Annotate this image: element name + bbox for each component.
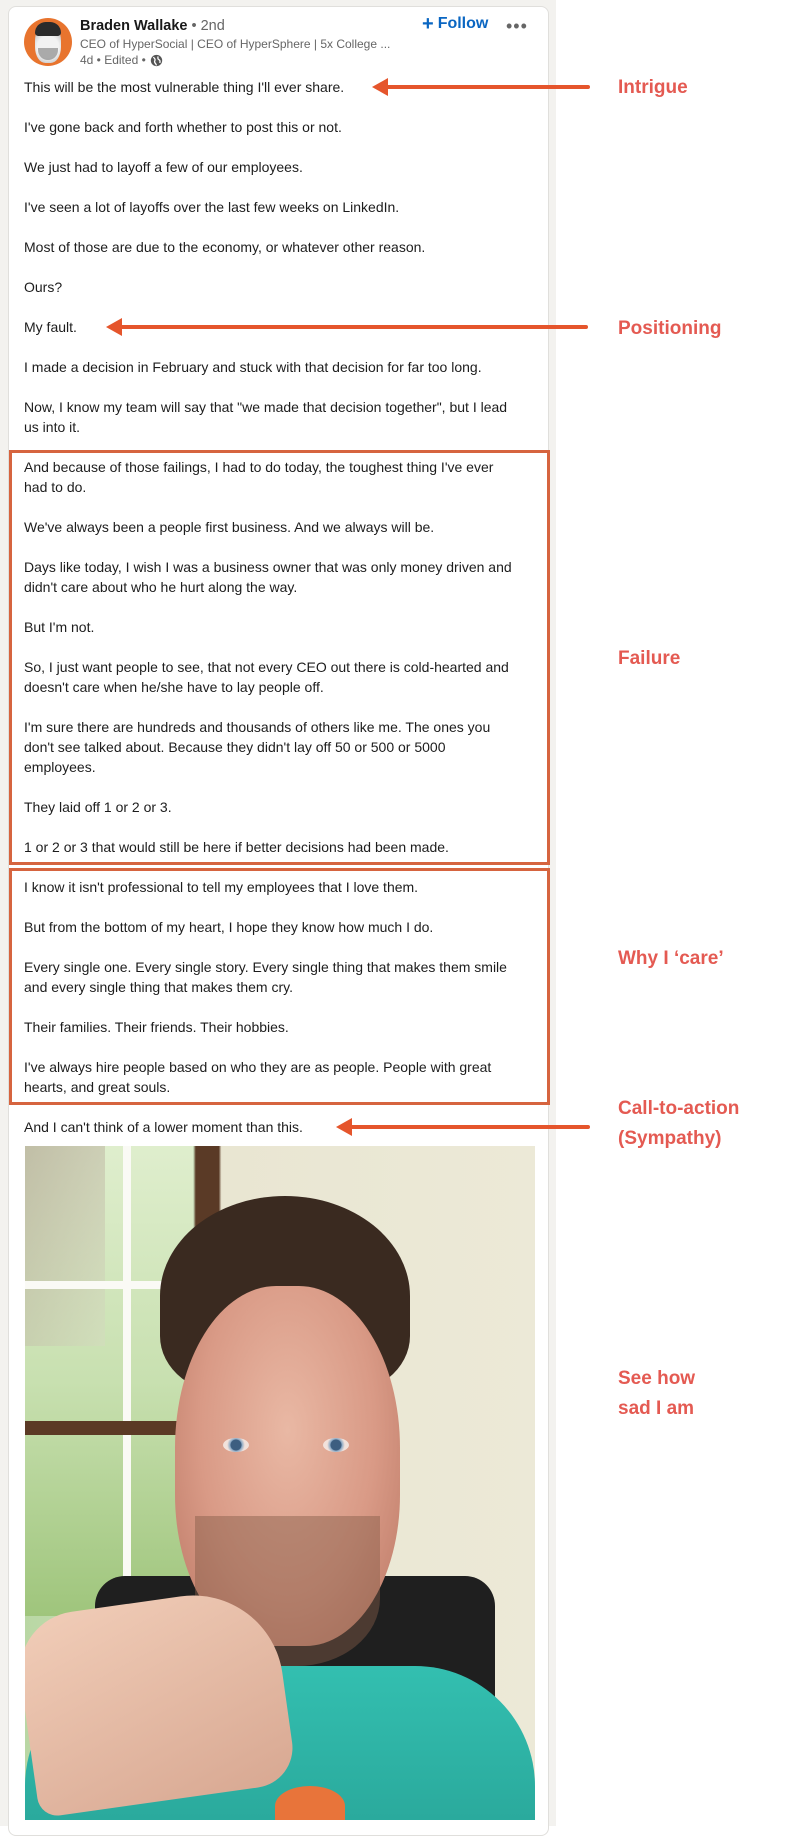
post-line: But I'm not. — [24, 619, 95, 635]
post-line: I know it isn't professional to tell my employees that I love them. — [24, 879, 419, 895]
post-line: I'm sure there are hundreds and thousands of others like me. The ones you — [24, 719, 491, 735]
post-line: and every single thing that makes them cry. — [24, 979, 293, 995]
follow-button[interactable] — [422, 15, 488, 33]
arrow-intrigue-icon — [386, 85, 590, 89]
connection-degree: • 2nd — [191, 18, 225, 34]
photo-left-eye — [223, 1438, 249, 1452]
annotation-sad-line2: sad I am — [618, 1398, 695, 1419]
photo-window-sill — [25, 1421, 193, 1435]
post-line: Days like today, I wish I was a business owner that was only money driven and — [24, 559, 512, 575]
follow-label: Follow — [437, 15, 489, 32]
photo-right-eye — [323, 1438, 349, 1452]
avatar-hair — [35, 22, 61, 36]
globe-icon — [150, 54, 163, 67]
post-line: hearts, and great souls. — [24, 1079, 171, 1095]
post-line: Every single one. Every single story. Every single thing that makes them smile — [24, 959, 507, 975]
post-line: 1 or 2 or 3 that would still be here if better decisions had been made. — [24, 839, 449, 855]
post-line: didn't care about who he hurt along the way. — [24, 579, 298, 595]
arrow-cta-icon — [350, 1125, 590, 1129]
author-name-row — [80, 18, 225, 34]
annotation-intrigue: Intrigue — [618, 77, 688, 98]
post-line: They laid off 1 or 2 or 3. — [24, 799, 172, 815]
post-line: I've seen a lot of layoffs over the last few weeks on LinkedIn. — [24, 199, 400, 215]
more-options-button[interactable]: ••• — [506, 16, 528, 36]
post-line: Ours? — [24, 279, 63, 295]
annotation-why-care: Why I ‘care’ — [618, 948, 724, 969]
post-line: doesn't care when he/she have to lay people off. — [24, 679, 324, 695]
post-line: Now, I know my team will say that "we made that decision together", but I lead — [24, 399, 508, 415]
post-line: This will be the most vulnerable thing I'll ever share. — [24, 79, 345, 95]
post-line: My fault. — [24, 319, 77, 335]
post-line: We just had to layoff a few of our employees. — [24, 159, 303, 175]
plus-icon: + — [422, 13, 434, 35]
post-meta — [80, 53, 163, 67]
post-line: And I can't think of a lower moment than this. — [24, 1119, 303, 1135]
post-photo[interactable] — [25, 1146, 535, 1820]
post-line: don't see talked about. Because they didn't lay off 50 or 500 or 5000 — [24, 739, 446, 755]
post-line: And because of those failings, I had to do today, the toughest thing I've ever — [24, 459, 494, 475]
post-line: Most of those are due to the economy, or whatever other reason. — [24, 239, 426, 255]
photo-window-mullion — [123, 1146, 131, 1616]
author-name[interactable]: Braden Wallake — [80, 18, 188, 34]
post-line: I made a decision in February and stuck with that decision for far too long. — [24, 359, 482, 375]
photo-curtain — [25, 1146, 105, 1346]
post-line: So, I just want people to see, that not every CEO out there is cold-hearted and — [24, 659, 509, 675]
post-line: I've always hire people based on who they are as people. People with great — [24, 1059, 492, 1075]
author-avatar[interactable] — [24, 18, 72, 66]
arrow-positioning-icon — [120, 325, 588, 329]
post-line: us into it. — [24, 419, 81, 435]
photo-shirt-logo — [275, 1786, 345, 1820]
annotation-cta-line2: (Sympathy) — [618, 1128, 722, 1149]
author-headline: CEO of HyperSocial | CEO of HyperSphere | 5x College ... — [80, 37, 391, 51]
annotation-failure: Failure — [618, 648, 681, 669]
post-line: employees. — [24, 759, 96, 775]
post-meta-text: 4d • Edited • — [80, 53, 146, 67]
annotation-cta-line1: Call-to-action — [618, 1098, 740, 1119]
annotation-sad-line1: See how — [618, 1368, 696, 1389]
post-line: had to do. — [24, 479, 87, 495]
post-line: Their families. Their friends. Their hobbies. — [24, 1019, 289, 1035]
post-line: I've gone back and forth whether to post this or not. — [24, 119, 342, 135]
annotation-positioning: Positioning — [618, 318, 722, 339]
post-line: But from the bottom of my heart, I hope they know how much I do. — [24, 919, 434, 935]
post-line: We've always been a people first business. And we always will be. — [24, 519, 435, 535]
